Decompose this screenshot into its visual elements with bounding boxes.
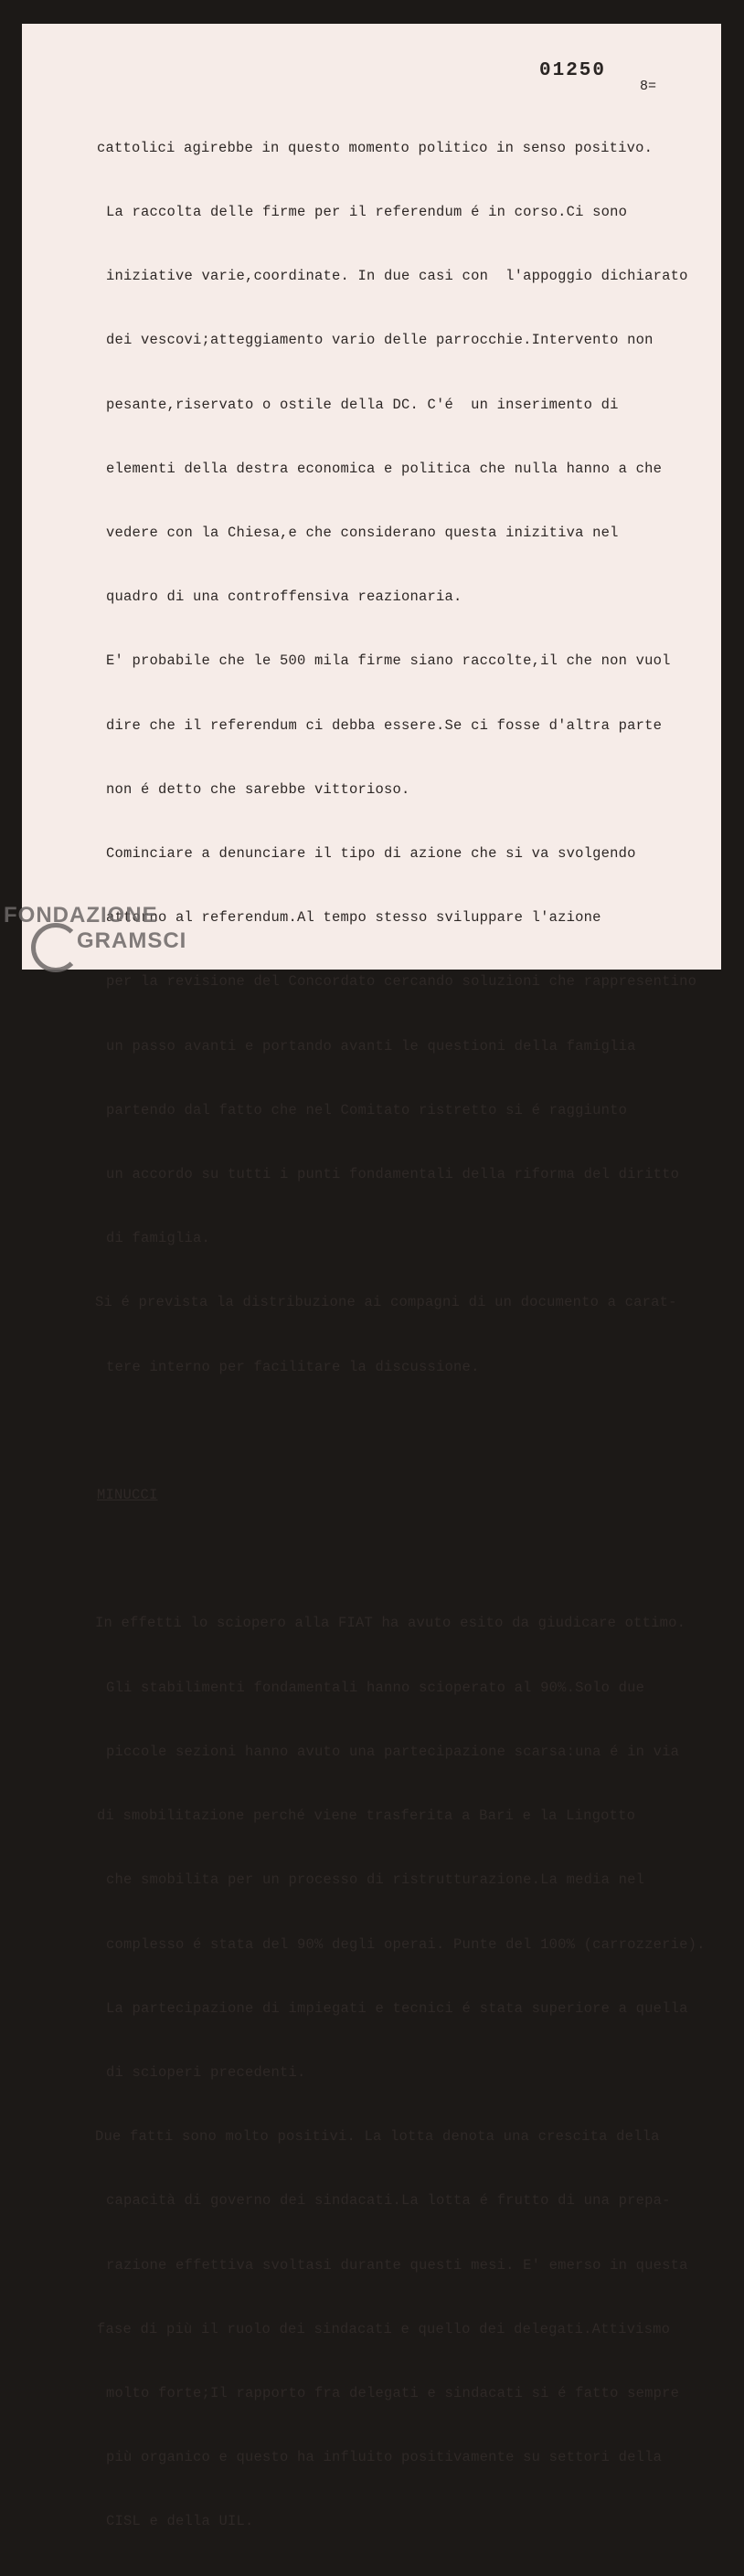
section-heading: MINUCCI	[97, 1487, 158, 1504]
text-line: di scioperi precedenti.	[106, 2063, 306, 2081]
text-line: complesso é stata del 90% degli operai. Punte del 100% (carrozzerie).	[106, 1935, 706, 1953]
text-line: pesante,riservato o ostile della DC. C'é un inserimento di	[106, 396, 619, 413]
text-line: partendo dal fatto che nel Comitato ristretto si é raggiunto	[106, 1101, 628, 1118]
text-line: In effetti lo sciopero alla FIAT ha avuto esito da giudicare ottimo.	[95, 1615, 686, 1632]
text-line: più organico e questo ha influito positivamente su settori della	[106, 2449, 663, 2466]
text-line: tere interno per facilitare la discussione.	[106, 1358, 480, 1375]
page-number: 8=	[640, 79, 657, 94]
text-line: Si é prevista la distribuzione ai compagni di un documento a carat-	[95, 1294, 677, 1311]
document-number: 01250	[539, 60, 607, 81]
text-line: capacità di governo dei sindacati.La lotta é frutto di una prepa-	[106, 2192, 671, 2210]
text-line: attorno al referendum.Al tempo stesso sviluppare l'azione	[106, 909, 601, 927]
text-line: di smobilitazione perché viene trasferita a Bari e la Lingotto	[97, 1807, 636, 1825]
text-line: dire che il referendum ci debba essere.Se ci fosse d'altra parte	[106, 716, 663, 734]
text-line: Gli stabilimenti fondamentali hanno scioperato al 90%.Solo due	[106, 1679, 645, 1696]
text-line: per la revisione del Concordato cercando soluzioni che rappresentino	[106, 973, 697, 991]
text-line: quadro di una controffensiva reazionaria.	[106, 588, 462, 606]
text-line: La partecipazione di impiegati e tecnici é stata superiore a quella	[106, 1999, 688, 2017]
text-line: CISL e della UIL.	[106, 2513, 254, 2530]
watermark-line-2: GRAMSCI	[77, 928, 187, 953]
text-line: La raccolta delle firme per il referendum é in corso.Ci sono	[106, 204, 628, 221]
document-body	[95, 95, 726, 2576]
text-line: dei vescovi;atteggiamento vario delle parrocchie.Intervento non	[106, 332, 654, 349]
text-line: Due fatti sono molto positivi. La lotta denota una crescita della	[95, 2128, 660, 2146]
text-line: cattolici agirebbe in questo momento politico in senso positivo.	[97, 139, 654, 156]
gramsci-logo-icon	[31, 923, 80, 972]
text-line: di famiglia.	[106, 1230, 211, 1247]
text-line: un accordo su tutti i punti fondamentali della riforma del diritto	[106, 1166, 680, 1183]
text-line: non é detto che sarebbe vittorioso.	[106, 780, 410, 798]
watermark-line-1: FONDAZIONE	[4, 903, 158, 928]
text-line: razione effettiva svoltasi durante questi mesi. E' emerso in questa	[106, 2256, 688, 2274]
text-line: che smobilita per un processo di ristrutturazione.La media nel	[106, 1871, 645, 1889]
text-line: un passo avanti e portando avanti le questioni della famiglia	[106, 1037, 636, 1055]
spacer	[95, 1549, 726, 1570]
text-line: molto forte;Il rapporto fra delegati e sindacati si é fatto sempre	[106, 2384, 680, 2401]
text-line: fase di più il ruolo dei sindacati e quello dei delegati.Attivismo	[97, 2320, 671, 2337]
text-line: Cominciare a denunciare il tipo di azione che si va svolgendo	[106, 845, 636, 863]
text-line: piccole sezioni hanno avuto una partecipazione scarsa:una é in via	[106, 1743, 680, 1760]
text-line: iniziative varie,coordinate. In due casi con l'appoggio dichiarato	[106, 268, 688, 285]
text-line: vedere con la Chiesa,e che considerano questa inizitiva nel	[106, 525, 619, 542]
text-line: elementi della destra economica e politica che nulla hanno a che	[106, 460, 663, 477]
text-line: E' probabile che le 500 mila firme siano raccolte,il che non vuol	[106, 652, 671, 670]
spacer	[95, 1421, 726, 1442]
